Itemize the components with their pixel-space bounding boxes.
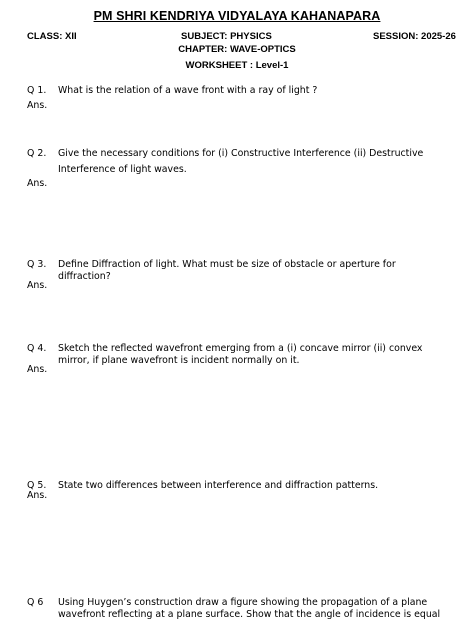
question-number: Q 2. [27,148,47,159]
answer-label: Ans. [27,100,48,111]
answer-label: Ans. [27,178,48,189]
question-text: Give the necessary conditions for (i) Constructive Interference (ii) Destructive Interference of light waves. [58,148,424,175]
subject-label: SUBJECT: PHYSICS [181,31,272,42]
answer-label: Ans. [27,364,48,375]
worksheet-label: WORKSHEET : Level-1 [185,60,289,71]
school-title: PM SHRI KENDRIYA VIDYALAYA KAHANAPARA [93,9,381,23]
question-number: Q 4. [27,343,47,354]
question-text: What is the relation of a wave front with a ray of light ? [58,85,318,96]
question-text: Using Huygen’s construction draw a figure showing the propagation of a plane wavefront reflecting at a plane surface. Show that the angle of incidence is equal [58,597,441,620]
answer-label: Ans. [27,280,48,291]
chapter-label: CHAPTER: WAVE-OPTICS [178,44,296,55]
question-number: Q 3. [27,259,47,270]
session-label: SESSION: 2025-26 [373,31,456,42]
question-number: Q 5. [27,480,47,491]
question-text: State two differences between interference and diffraction patterns. [58,480,379,491]
question-text: Define Diffraction of light. What must be size of obstacle or aperture for diffraction? [58,259,396,282]
answer-label: Ans. [27,490,48,501]
class-label: CLASS: XII [27,31,77,42]
question-text: Sketch the reflected wavefront emerging from a (i) concave mirror (ii) convex mirror, if plane wavefront is incident normally on it. [58,343,423,366]
question-number: Q 1. [27,85,47,96]
question-number: Q 6 [27,597,44,608]
